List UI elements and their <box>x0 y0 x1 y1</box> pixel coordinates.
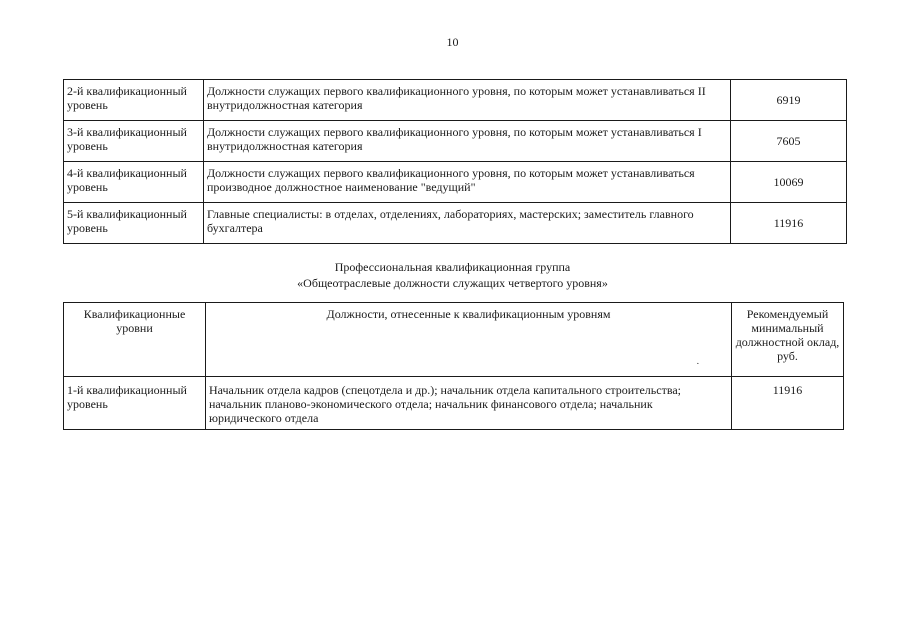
professional-group-caption <box>0 259 905 291</box>
level-cell: 1-й квалификационный уровень <box>64 377 206 430</box>
position-description-cell: Начальник отдела кадров (спецотдела и др.); начальник отдела капитального строительства; начальник планово-экономического отдела; начальник финансового отдела; начальник юридического отдела <box>206 377 732 430</box>
level-cell: 3-й квалификационный уровень <box>64 121 204 162</box>
header-positions <box>206 303 732 377</box>
qualification-table-fourth-level <box>63 302 844 430</box>
group-caption-line-2: «Общеотраслевые должности служащих четвертого уровня» <box>297 276 608 290</box>
table-row <box>64 162 847 203</box>
level-cell: 2-й квалификационный уровень <box>64 80 204 121</box>
position-description-cell: Должности служащих первого квалификационного уровня, по которым может устанавливаться II внутридолжностная категория <box>204 80 731 121</box>
stray-mark: . <box>696 356 699 366</box>
salary-cell: 11916 <box>732 377 844 430</box>
qualification-table-third-level <box>63 79 847 244</box>
header-salary: Рекомендуемый минимальный должностной оклад, руб. <box>732 303 844 377</box>
table-header-row <box>64 303 844 377</box>
salary-cell: 6919 <box>731 80 847 121</box>
table-row <box>64 203 847 244</box>
group-caption-line-1: Профессиональная квалификационная группа <box>334 260 571 274</box>
table-row <box>64 121 847 162</box>
table-row <box>64 377 844 430</box>
salary-cell: 7605 <box>731 121 847 162</box>
header-level: Квалификационные уровни <box>64 303 206 377</box>
page-number: 10 <box>446 35 459 49</box>
level-cell: 4-й квалификационный уровень <box>64 162 204 203</box>
header-positions-label: Должности, отнесенные к квалификационным уровням <box>326 307 611 321</box>
salary-cell: 11916 <box>731 203 847 244</box>
salary-cell: 10069 <box>731 162 847 203</box>
level-cell: 5-й квалификационный уровень <box>64 203 204 244</box>
position-description-cell: Должности служащих первого квалификационного уровня, по которым может устанавливаться производное должностное наименование "ведущий" <box>204 162 731 203</box>
position-description-cell: Должности служащих первого квалификационного уровня, по которым может устанавливаться I внутридолжностная категория <box>204 121 731 162</box>
position-description-cell: Главные специалисты: в отделах, отделениях, лабораториях, мастерских; заместитель главного бухгалтера <box>204 203 731 244</box>
table-row <box>64 80 847 121</box>
